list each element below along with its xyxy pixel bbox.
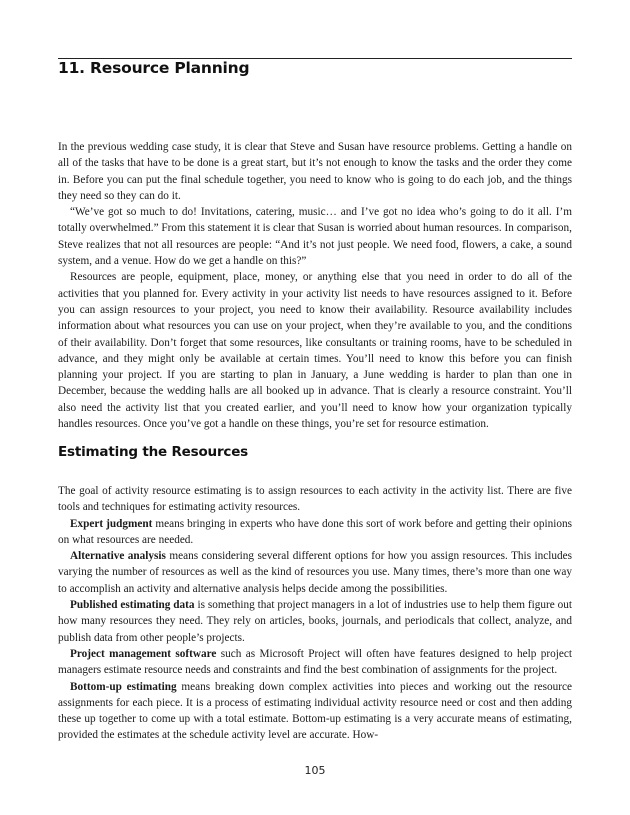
technique-description: means breaking down complex activities into pieces and working out the resource assignments for each piece. It is a process of estimating individual activity resource need or cost and then adding these up together to come up with a total estimate. Bottom-up estimating is a very accurate means of estimating, provided the estimates at the schedule activity level are accurate. How- <box>58 680 572 742</box>
technique-paragraph <box>58 597 572 646</box>
technique-term: Bottom-up estimating <box>70 680 177 693</box>
technique-paragraph <box>58 548 572 597</box>
intro-text <box>58 139 572 432</box>
section-paragraph-1: The goal of activity resource estimating is to assign resources to each activity in the activity list. There are five tools and techniques for estimating activity resources. <box>58 485 572 514</box>
technique-description: means considering several different options for how you assign resources. This includes varying the number of resources as well as the kind of resources you use. Many times, there’s more than one way to accomplish an activity and alternative analysis helps decide among the possibilities. <box>58 550 572 595</box>
intro-paragraph-1: In the previous wedding case study, it is clear that Steve and Susan have resource problems. Getting a handle on all of the tasks that have to be done is a great start, but it’s not enough to know the tasks and the order they come in. Before you can put the final schedule together, you need to know who is going to do each job, and the things they need so they can do it. <box>58 141 572 202</box>
technique-term: Alternative analysis <box>70 550 166 563</box>
intro-paragraph-3: Resources are people, equipment, place, money, or anything else that you need in order to do all of the activities that you planned for. Every activity in your activity list needs to have resources assigned to it. Before you can assign resources to your project, you need to know their availability. Resource availability includes information about what resources you can use on your project, when they’re available to you, and the conditions of their availability. Don’t forget that some resources, like consultants or training rooms, have to be scheduled in advance, and they might only be available at certain times. You’ll need to know this before you can finish planning your project. If you are starting to plan in January, a June wedding is harder to plan than one in December, because the wedding halls are all booked up in advance. That is clearly a resource constraint. You’ll also need the activity list that you created earlier, and you’ll need to know how your organization typically handles resources. Once you’ve got a handle on these things, you’re set for resource estimation. <box>58 271 572 431</box>
technique-description: such as Microsoft Project will often have features designed to help project managers estimate resource needs and constraints and find the best combination of assignments for the project. <box>58 647 572 677</box>
technique-description: means bringing in experts who have done this sort of work before and getting their opinions on what resources are needed. <box>58 517 573 546</box>
technique-term: Published estimating data <box>70 599 195 612</box>
section-heading: Estimating the Resources <box>58 444 249 460</box>
chapter-title: 11. Resource Planning <box>58 59 250 77</box>
technique-paragraph <box>58 516 572 549</box>
intro-paragraph-2: “We’ve got so much to do! Invitations, catering, music… and I’ve got no idea who’s going to do it all. I’m totally overwhelmed.” From this statement it is clear that Susan is worried about human resources. In comparison, Steve realizes that not all resources are people: “And it’s not just people. We need food, flowers, a cake, a sound system, and a venue. How do we get a handle on this?” <box>58 206 572 268</box>
technique-description: is something that project managers in a lot of industries use to help them figure out how many resources they need. They rely on articles, books, journals, and periodicals that collect, analyze, and publish data from other people’s projects. <box>58 599 572 644</box>
technique-term: Project management software <box>70 647 217 660</box>
technique-paragraph <box>58 679 572 744</box>
technique-term: Expert judgment <box>70 517 153 530</box>
section-text <box>58 483 572 744</box>
page-number: 105 <box>304 764 326 777</box>
technique-paragraph <box>58 646 572 679</box>
